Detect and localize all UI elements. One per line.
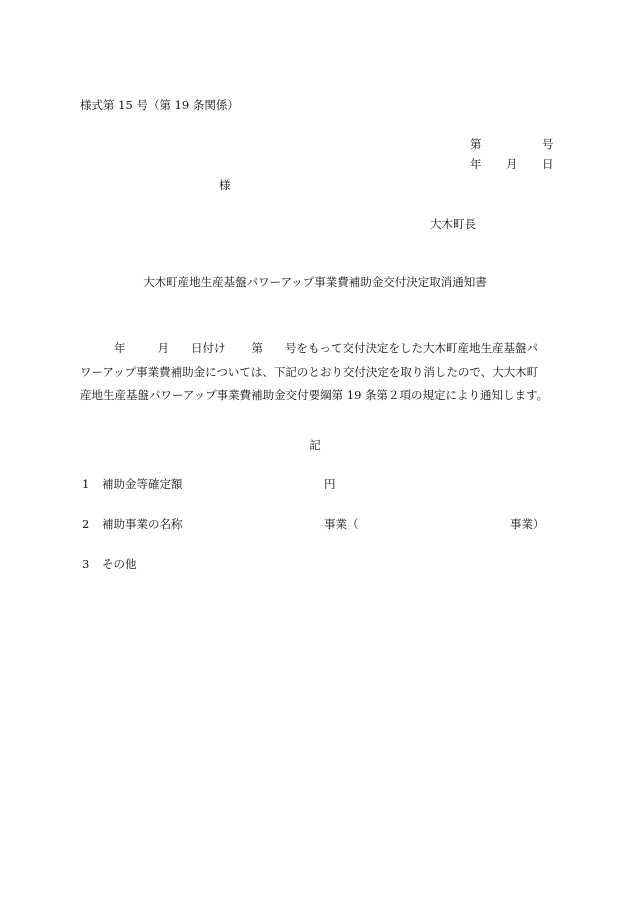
body-number: 第 — [251, 341, 263, 355]
date-year-label: 年 — [470, 157, 482, 171]
item-label: 補助金等確定額 — [102, 477, 183, 491]
body-dated: 日付け — [191, 341, 226, 355]
doc-number-prefix: 第 — [470, 137, 482, 151]
sender-name: 大木町長 — [430, 217, 476, 231]
body-line-1-rest: 号をもって交付決定をした大木町産地生産基盤パ — [285, 341, 538, 355]
item-number: 3 — [82, 557, 90, 571]
date-day-label: 日 — [542, 157, 554, 171]
item-value-project-open: 事業（ — [324, 517, 359, 531]
item-number: 2 — [82, 517, 90, 531]
form-label: 様式第 15 号（第 19 条関係） — [80, 98, 239, 112]
date-month-label: 月 — [506, 157, 518, 171]
document-title: 大木町産地生産基盤パワーアップ事業費補助金交付決定取消通知書 — [143, 275, 487, 289]
item-label: その他 — [102, 557, 137, 571]
doc-number-suffix: 号 — [542, 137, 554, 151]
body-line-2: ワーアップ事業費補助金については、下記のとおり交付決定を取り消したので、大大木町 — [80, 364, 539, 379]
body-paragraph — [80, 337, 552, 408]
body-line-1 — [80, 337, 552, 361]
body-year: 年 — [114, 341, 126, 355]
item-number: 1 — [82, 477, 90, 491]
item-value-project-close: 事業） — [510, 517, 545, 531]
body-line-3: 産地生産基盤パワーアップ事業費補助金交付要綱第 19 条第２項の規定により通知します。 — [80, 388, 549, 402]
addressee-suffix: 様 — [219, 178, 231, 192]
item-label: 補助事業の名称 — [102, 517, 183, 531]
body-month: 月 — [157, 341, 169, 355]
note-heading: 記 — [309, 438, 321, 452]
item-value-yen: 円 — [324, 477, 336, 491]
